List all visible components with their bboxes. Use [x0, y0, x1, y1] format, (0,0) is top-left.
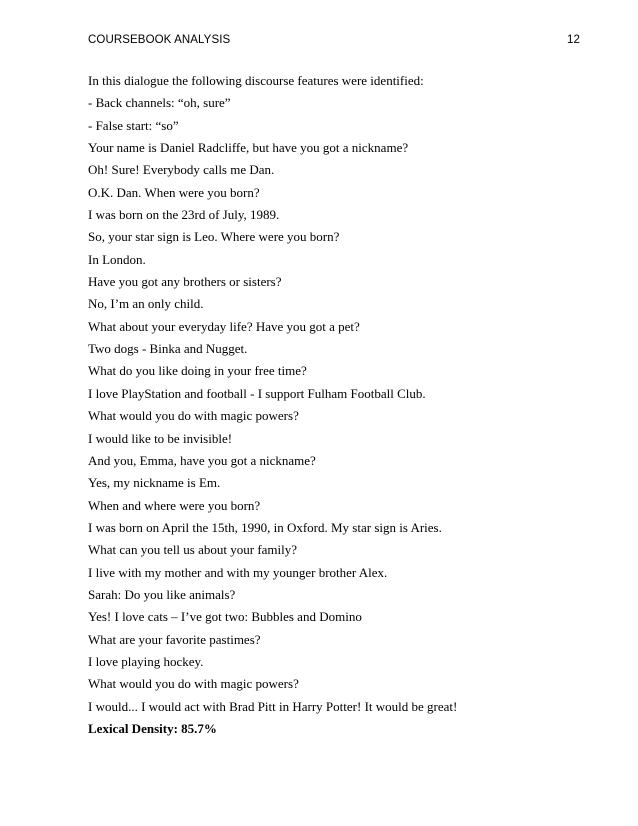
text-line: When and where were you born? [88, 497, 261, 513]
text-line: In this dialogue the following discourse features were identified: [88, 73, 424, 88]
text-line: What about your everyday life? Have you got a pet? [88, 318, 360, 334]
text-line: O.K. Dan. When were you born? [88, 184, 260, 200]
text-line: I was born on the 23rd of July, 1989. [88, 207, 280, 223]
text-line: And you, Emma, have you got a nickname? [88, 452, 316, 468]
text-line: Your name is Daniel Radcliffe, but have you got a nickname? [88, 140, 409, 156]
text-line: Sarah: Do you like animals? [88, 586, 236, 602]
text-line: - Back channels: “oh, sure” [88, 95, 231, 111]
running-title: COURSEBOOK ANALYSIS [88, 34, 231, 46]
text-line: I was born on April the 15th, 1990, in Oxford. My star sign is Aries. [88, 519, 442, 535]
text-line: I love PlayStation and football - I support Fulham Football Club. [88, 385, 426, 401]
text-line: I live with my mother and with my younger brother Alex. [88, 564, 388, 580]
text-line: Oh! Sure! Everybody calls me Dan. [88, 162, 275, 178]
text-line: - False start: “so” [88, 117, 179, 133]
text-line: What would you do with magic powers? [88, 676, 299, 692]
text-line: Yes, my nickname is Em. [88, 475, 221, 491]
text-line: Yes! I love cats – I’ve got two: Bubbles and Domino [88, 609, 362, 625]
text-line: I would like to be invisible! [88, 430, 233, 446]
text-line: I love playing hockey. [88, 653, 204, 669]
text-line: Two dogs - Binka and Nugget. [88, 341, 248, 357]
text-line: So, your star sign is Leo. Where were you born? [88, 229, 340, 245]
text-line: What can you tell us about your family? [88, 542, 298, 558]
text-line: I would... I would act with Brad Pitt in Harry Potter! It would be great! [88, 698, 458, 714]
text-line: Have you got any brothers or sisters? [88, 274, 282, 290]
page-number: 12 [567, 34, 580, 46]
text-line: No, I’m an only child. [88, 296, 204, 312]
lexical-density: Lexical Density: 85.7% [88, 720, 217, 736]
text-line: In London. [88, 251, 146, 267]
text-line: What would you do with magic powers? [88, 408, 299, 424]
text-line: What are your favorite pastimes? [88, 631, 261, 647]
document-body [88, 70, 588, 740]
text-line: What do you like doing in your free time? [88, 363, 307, 379]
